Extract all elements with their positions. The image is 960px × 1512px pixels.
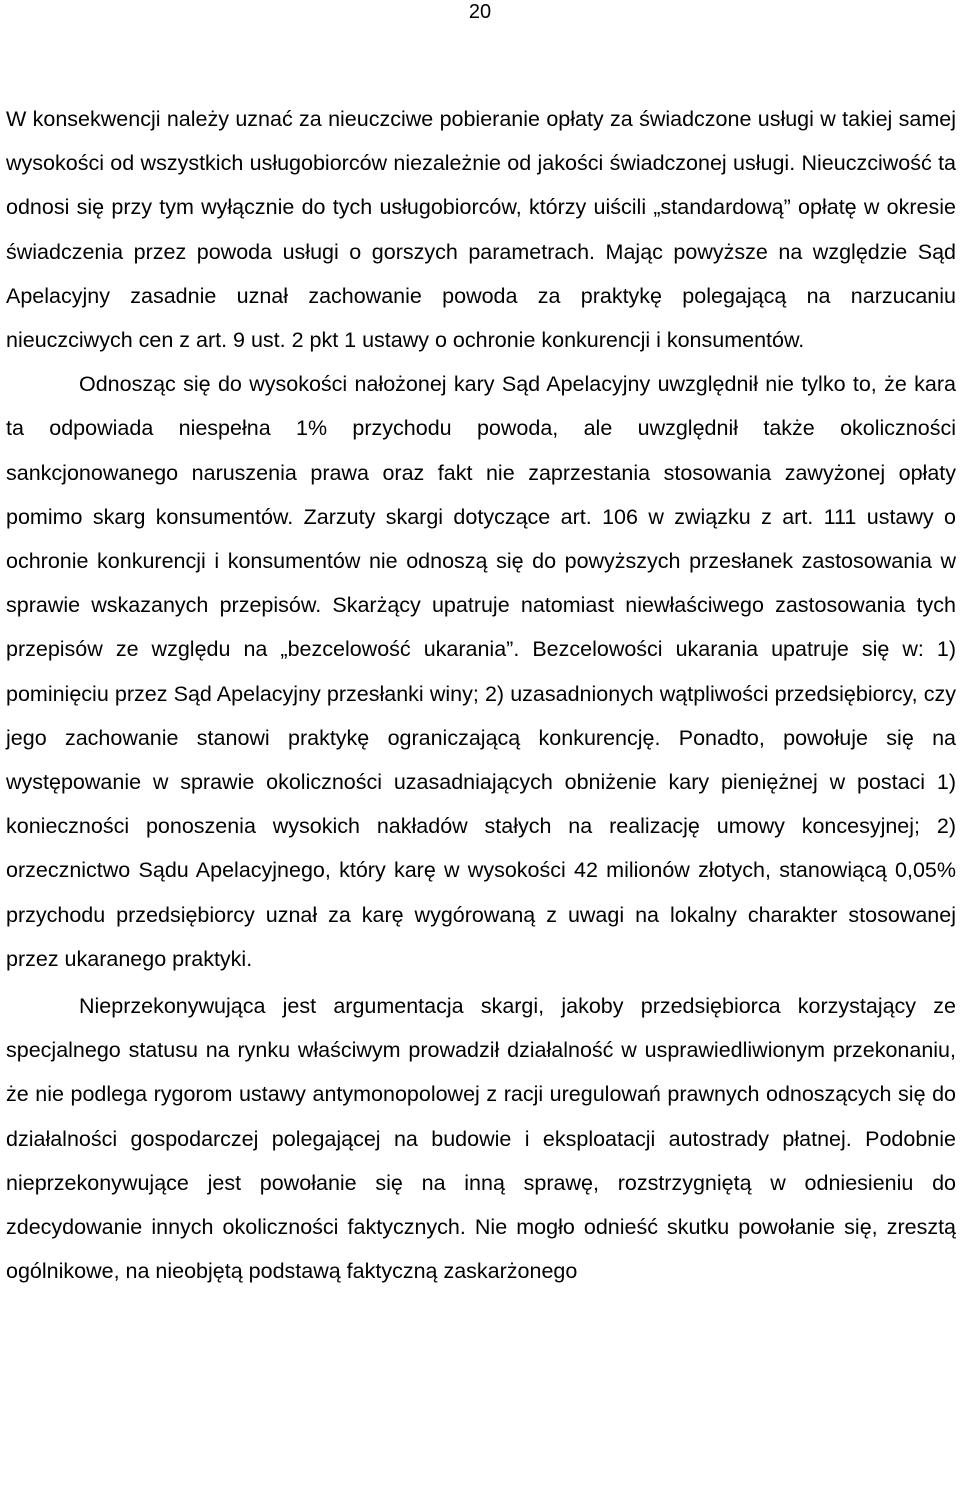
document-body [6,97,956,1293]
paragraph-3: Nieprzekonywująca jest argumentacja skargi, jakoby przedsiębiorca korzystający ze specjalnego statusu na rynku właściwym prowadził działalność w usprawiedliwionym przekonaniu, że nie podlega rygorom ustawy antymonopolowej z racji uregulowań prawnych odnoszących się do działalności gospodarczej polegającej na budowie i eksploatacji autostrady płatnej. Podobnie nieprzekonywujące jest powołanie się na inną sprawę, rozstrzygniętą w odniesieniu do zdecydowanie innych okoliczności faktycznych. Nie mogło odnieść skutku powołanie się, zresztą ogólnikowe, na nieobjętą podstawą faktyczną zaskarżonego [6,994,956,1284]
paragraph-1: W konsekwencji należy uznać za nieuczciwe pobieranie opłaty za świadczone usługi w takiej samej wysokości od wszystkich usługobiorców niezależnie od jakości świadczonej usługi. Nieuczciwość ta odnosi się przy tym wyłącznie do tych usługobiorców, którzy uiścili „standardową” opłatę w okresie świadczenia przez powoda usługi o gorszych parametrach. Mając powyższe na względzie Sąd Apelacyjny zasadnie uznał zachowanie powoda za praktykę polegającą na narzucaniu nieuczciwych cen z art. 9 ust. 2 pkt 1 ustawy o ochronie konkurencji i konsumentów. [6,107,956,353]
page-number: 20 [468,1,492,23]
paragraph-2: Odnosząc się do wysokości nałożonej kary Sąd Apelacyjny uwzględnił nie tylko to, że kara ta odpowiada niespełna 1% przychodu powoda, ale uwzględnił także okoliczności sankcjonowanego naruszenia prawa oraz fakt nie zaprzestania stosowania zawyżonej opłaty pomimo skarg konsumentów. Zarzuty skargi dotyczące art. 106 w związku z art. 111 ustawy o ochronie konkurencji i konsumentów nie odnoszą się do powyższych przesłanek zastosowania w sprawie wskazanych przepisów. Skarżący upatruje natomiast niewłaściwego zastosowania tych przepisów ze względu na „bezcelowość ukarania”. Bezcelowości ukarania upatruje się w: 1) pominięciu przez Sąd Apelacyjny przesłanki winy; 2) uzasadnionych wątpliwości przedsiębiorcy, czy jego zachowanie stanowi praktykę ograniczającą konkurencję. Ponadto, powołuje się na występowanie w sprawie okoliczności uzasadniających obniżenie kary pieniężnej w postaci 1) konieczności ponoszenia wysokich nakładów stałych na realizację umowy koncesyjnej; 2) orzecznictwo Sądu Apelacyjnego, który karę w wysokości 42 milionów złotych, stanowiącą 0,05% przychodu przedsiębiorcy uznał za karę wygórowaną z uwagi na lokalny charakter stosowanej przez ukaranego praktyki. [6,372,956,971]
